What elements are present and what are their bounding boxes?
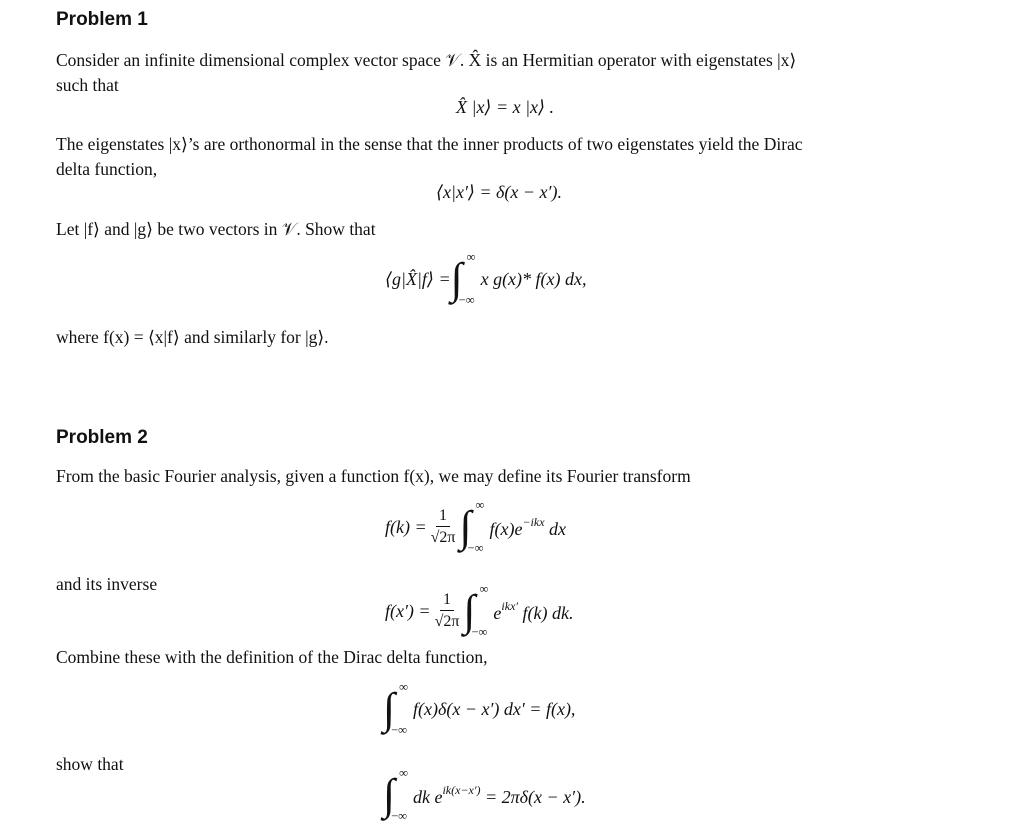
problem1-let-line: Let |f⟩ and |g⟩ be two vectors in 𝒱. Show that <box>56 219 376 239</box>
problem2-inverse-label: and its inverse <box>56 574 158 594</box>
fraction-numerator: 1 <box>440 590 454 611</box>
problem2-combine-line: Combine these with the definition of the Dirac delta function, <box>56 647 488 667</box>
lower-limit: −∞ <box>391 723 408 737</box>
problem2-eq1-integrand: $f(x)e^{-ikx}$ dx <box>489 514 567 539</box>
problem2-intro-line: From the basic Fourier analysis, given a function f(x), we may define its Fourier transform <box>56 466 691 486</box>
fraction-denominator: √2π <box>430 528 456 546</box>
problem2-eq3-integrand: f(x)δ(x − x′) dx′ = f(x), <box>412 698 576 719</box>
problem1-eigen-equation: X̂ |x⟩ = x |x⟩ . <box>456 97 555 117</box>
integral-limits <box>471 582 488 640</box>
problem1-where-line: where f(x) = ⟨x|f⟩ and similarly for |g⟩. <box>56 327 329 347</box>
problem1-intro-line1: Consider an infinite dimensional complex vector space 𝒱. X̂ is an Hermitian operator with eigenstates |x⟩ <box>56 50 797 70</box>
upper-limit: ∞ <box>479 582 489 596</box>
problem2-eq1-lhs: f(k) = <box>385 516 427 537</box>
problem2-show-label: show that <box>56 754 124 774</box>
upper-limit: ∞ <box>475 498 485 512</box>
integral-limits <box>468 498 485 556</box>
problem1-eq3-lhs: ⟨g|X̂|f⟩ = <box>385 268 451 289</box>
problem2-eq4-body: dk $e^{ik(x-x')} = 2\pi\delta(x - x')$. <box>412 782 586 807</box>
problem2-eq2-lhs: f(x′) = <box>385 600 431 621</box>
problem1-intro-line2: such that <box>56 75 119 95</box>
integral-sign-icon: ∫ <box>463 586 476 635</box>
problem2-title: Problem 2 <box>56 427 148 448</box>
problem1-eq3-integrand: x g(x)* f(x) dx, <box>480 268 587 289</box>
problem1-integral-equation <box>385 250 587 308</box>
problem1-orthonormal-equation: ⟨x|x′⟩ = δ(x − x′). <box>436 182 562 202</box>
problem1-title: Problem 1 <box>56 9 148 30</box>
integral-sign-icon: ∫ <box>383 684 396 733</box>
integral-sign-icon: ∫ <box>383 770 396 819</box>
normalization-fraction <box>431 506 456 549</box>
integral-sign-icon: ∫ <box>450 254 463 303</box>
lower-limit: −∞ <box>471 625 488 639</box>
fraction-numerator: 1 <box>436 506 450 527</box>
problem2-eq2-integrand: $e^{ikx'}$ f(k) dk. <box>493 598 574 623</box>
upper-limit: ∞ <box>399 766 408 780</box>
integral-limits <box>459 250 476 308</box>
upper-limit: ∞ <box>466 250 476 264</box>
lower-limit: −∞ <box>391 809 408 823</box>
fraction-denominator: √2π <box>434 612 460 630</box>
integral-sign-icon: ∫ <box>459 502 472 551</box>
problem1-ortho-line1: The eigenstates |x⟩’s are orthonormal in the sense that the inner products of two eigenstates yield the Dirac <box>56 134 803 154</box>
problem2-target-equation <box>383 766 586 824</box>
integral-limits <box>391 680 408 738</box>
normalization-fraction <box>435 590 460 633</box>
lower-limit: −∞ <box>458 293 475 307</box>
upper-limit: ∞ <box>399 680 408 694</box>
problem2-delta-definition <box>383 680 575 738</box>
integral-limits <box>391 766 408 824</box>
lower-limit: −∞ <box>467 541 484 555</box>
problem2-fourier-transform <box>385 498 566 556</box>
problem2-inverse-transform <box>385 582 574 640</box>
problem1-ortho-line2: delta function, <box>56 159 158 179</box>
